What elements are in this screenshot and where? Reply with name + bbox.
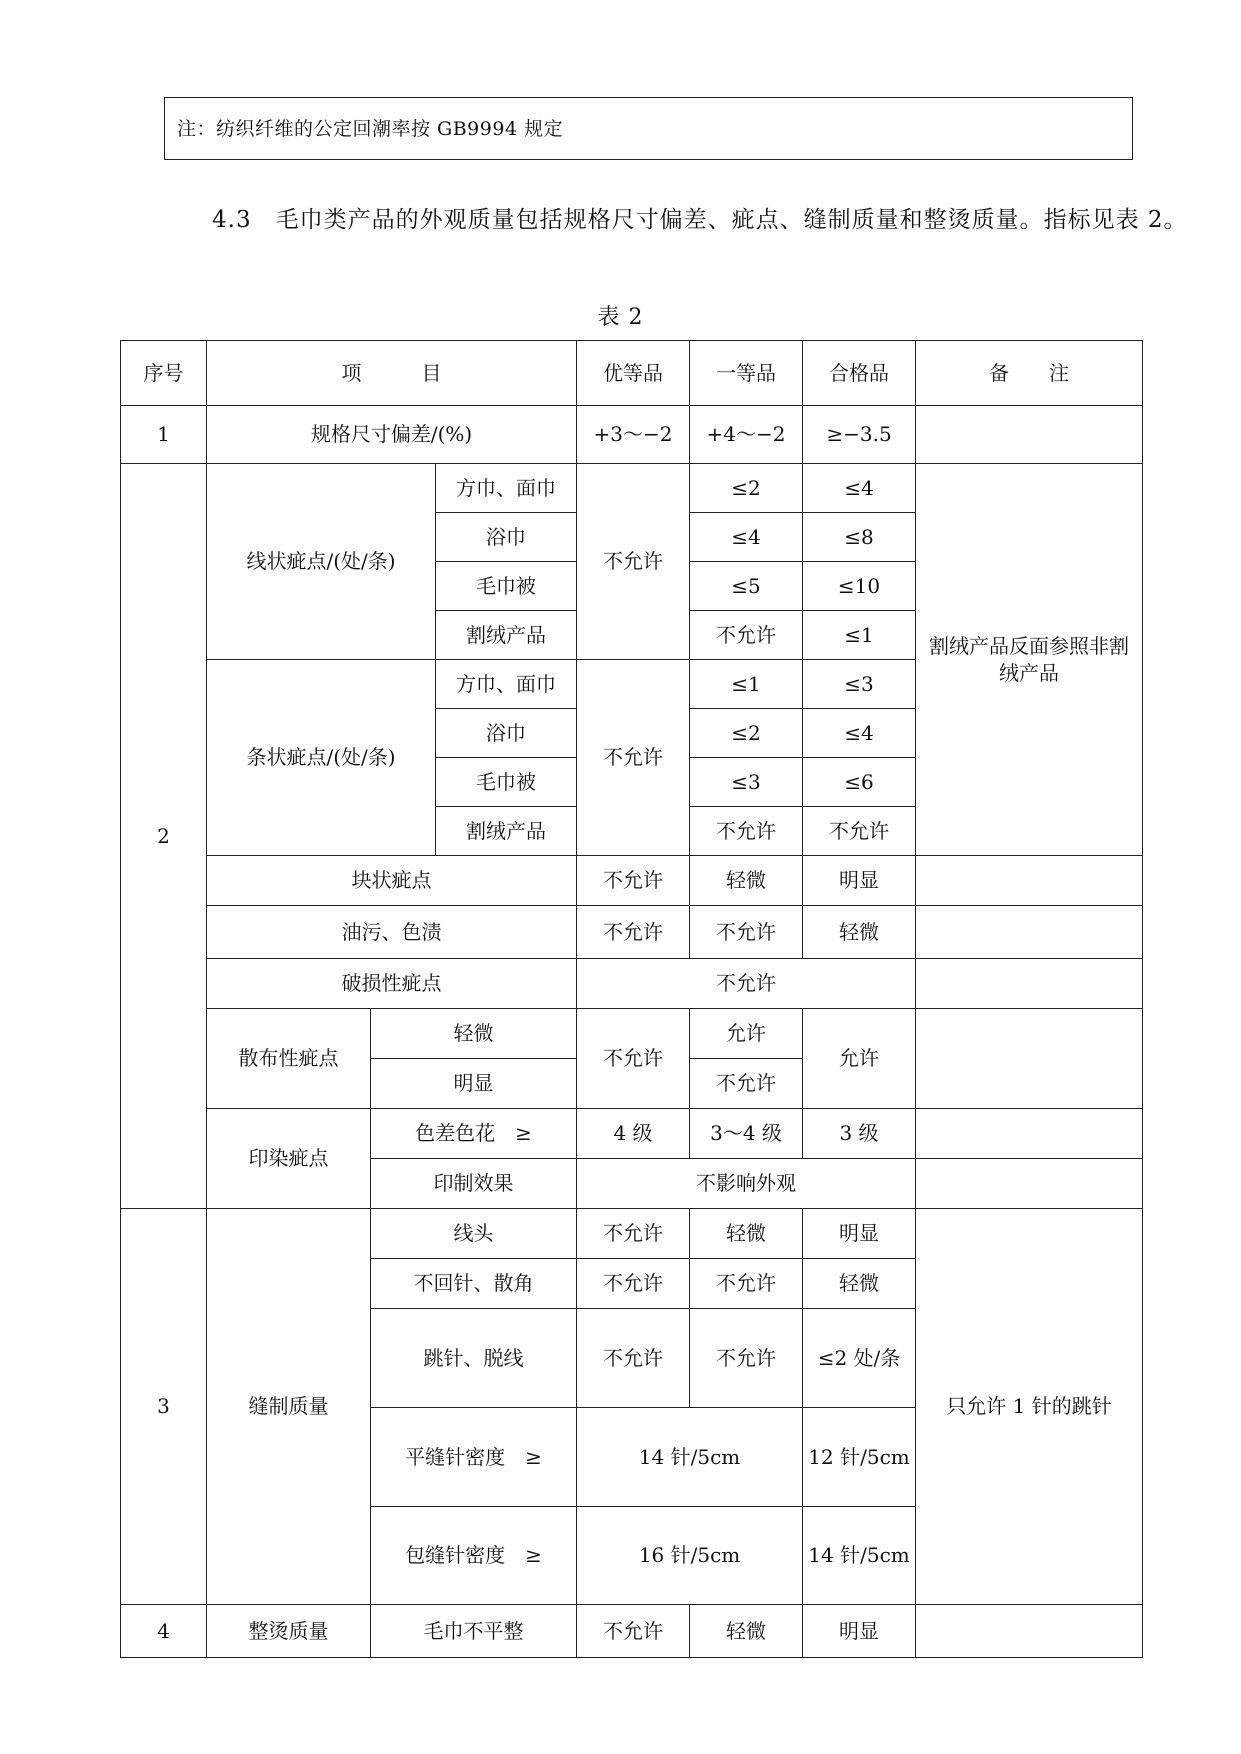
ironing-quality-g2: 轻微 <box>690 1605 803 1658</box>
oil-stain-g3: 轻微 <box>803 906 916 959</box>
strip-defect-g2: ≤2 <box>690 709 803 758</box>
dye-defect-label: 印染疵点 <box>207 1109 371 1209</box>
scatter-defect-g3: 允许 <box>803 1009 916 1109</box>
header-grade1: 优等品 <box>577 341 690 406</box>
block-defect-g1: 不允许 <box>577 856 690 906</box>
line-defect-g2: ≤4 <box>690 513 803 562</box>
print-effect-remark <box>916 1159 1143 1209</box>
sewing-quality-label: 缝制质量 <box>207 1209 371 1605</box>
print-effect-sub: 印制效果 <box>371 1159 577 1209</box>
paragraph-4-3: 4.3 毛巾类产品的外观质量包括规格尺寸偏差、疵点、缝制质量和整烫质量。指标见表 2。 <box>212 207 1188 233</box>
color-difference-g3: 3 级 <box>803 1109 916 1159</box>
skip-stitch-g3: ≤2 处/条 <box>803 1309 916 1408</box>
scatter-defect-sub: 明显 <box>371 1059 577 1109</box>
scatter-defect-label: 散布性疵点 <box>207 1009 371 1109</box>
strip-defect-g2: ≤3 <box>690 758 803 807</box>
loose-thread-g3: 明显 <box>803 1209 916 1259</box>
strip-defect-g1: 不允许 <box>577 660 690 856</box>
loose-thread-g2: 轻微 <box>690 1209 803 1259</box>
loose-thread-g1: 不允许 <box>577 1209 690 1259</box>
damage-defect-label: 破损性疵点 <box>207 959 577 1009</box>
color-difference-g1: 4 级 <box>577 1109 690 1159</box>
table-row <box>121 406 1143 464</box>
header-remark: 备 注 <box>916 341 1143 406</box>
line-defect-g3: ≤10 <box>803 562 916 611</box>
line-defect-g2: 不允许 <box>690 611 803 660</box>
line-defect-sub: 浴巾 <box>436 513 577 562</box>
table-row <box>121 1605 1143 1658</box>
backstitch-g2: 不允许 <box>690 1259 803 1309</box>
table-row <box>121 1009 1143 1059</box>
row1-g3: ≥−3.5 <box>803 406 916 464</box>
header-row <box>121 341 1143 406</box>
scatter-defect-sub: 轻微 <box>371 1009 577 1059</box>
overlock-stitch-density-g3: 14 针/5cm <box>803 1507 916 1605</box>
block-defect-remark <box>916 856 1143 906</box>
strip-defect-g3: ≤3 <box>803 660 916 709</box>
note-box <box>164 97 1133 160</box>
color-difference-remark <box>916 1109 1143 1159</box>
backstitch-sub: 不回针、散角 <box>371 1259 577 1309</box>
scatter-defect-g1: 不允许 <box>577 1009 690 1109</box>
row2-no: 2 <box>121 464 207 1209</box>
strip-defect-g3: ≤4 <box>803 709 916 758</box>
line-defect-sub: 毛巾被 <box>436 562 577 611</box>
color-difference-sub: 色差色花 ≥ <box>371 1109 577 1159</box>
ironing-quality-remark <box>916 1605 1143 1658</box>
line-defect-label: 线状疵点/(处/条) <box>207 464 436 660</box>
table-title: 表 2 <box>597 305 644 330</box>
table-row <box>121 906 1143 959</box>
damage-defect-value: 不允许 <box>577 959 916 1009</box>
row1-g2: +4～−2 <box>690 406 803 464</box>
line-defect-g2: ≤2 <box>690 464 803 513</box>
row1-remark <box>916 406 1143 464</box>
scatter-defect-g2: 不允许 <box>690 1059 803 1109</box>
oil-stain-remark <box>916 906 1143 959</box>
table-row <box>121 856 1143 906</box>
line-defect-g3: ≤4 <box>803 464 916 513</box>
ironing-quality-g1: 不允许 <box>577 1605 690 1658</box>
strip-defect-sub: 方巾、面巾 <box>436 660 577 709</box>
header-grade3: 合格品 <box>803 341 916 406</box>
line-defect-g2: ≤5 <box>690 562 803 611</box>
header-item: 项 目 <box>207 341 577 406</box>
row1-g1: +3～−2 <box>577 406 690 464</box>
line-defect-g3: ≤8 <box>803 513 916 562</box>
sewing-remark: 只允许 1 针的跳针 <box>916 1209 1143 1605</box>
backstitch-g1: 不允许 <box>577 1259 690 1309</box>
ironing-quality-sub: 毛巾不平整 <box>371 1605 577 1658</box>
oil-stain-g1: 不允许 <box>577 906 690 959</box>
skip-stitch-g1: 不允许 <box>577 1309 690 1408</box>
row1-item: 规格尺寸偏差/(%) <box>207 406 577 464</box>
overlock-stitch-density-g12: 16 针/5cm <box>577 1507 803 1605</box>
flat-stitch-density-sub: 平缝针密度 ≥ <box>371 1408 577 1507</box>
overlock-stitch-density-sub: 包缝针密度 ≥ <box>371 1507 577 1605</box>
row1-no: 1 <box>121 406 207 464</box>
damage-defect-remark <box>916 959 1143 1009</box>
header-no: 序号 <box>121 341 207 406</box>
print-effect-value: 不影响外观 <box>577 1159 916 1209</box>
color-difference-g2: 3～4 级 <box>690 1109 803 1159</box>
skip-stitch-sub: 跳针、脱线 <box>371 1309 577 1408</box>
block-defect-label: 块状疵点 <box>207 856 577 906</box>
table-row <box>121 959 1143 1009</box>
strip-defect-sub: 毛巾被 <box>436 758 577 807</box>
line-defect-g1: 不允许 <box>577 464 690 660</box>
row4-no: 4 <box>121 1605 207 1658</box>
row3-no: 3 <box>121 1209 207 1605</box>
strip-defect-g2: ≤1 <box>690 660 803 709</box>
block-defect-g3: 明显 <box>803 856 916 906</box>
line-defect-sub: 方巾、面巾 <box>436 464 577 513</box>
strip-defect-g3: 不允许 <box>803 807 916 856</box>
flat-stitch-density-g3: 12 针/5cm <box>803 1408 916 1507</box>
scatter-defect-g2: 允许 <box>690 1009 803 1059</box>
oil-stain-g2: 不允许 <box>690 906 803 959</box>
strip-defect-sub: 割绒产品 <box>436 807 577 856</box>
ironing-quality-label: 整烫质量 <box>207 1605 371 1658</box>
block-defect-g2: 轻微 <box>690 856 803 906</box>
backstitch-g3: 轻微 <box>803 1259 916 1309</box>
strip-defect-label: 条状疵点/(处/条) <box>207 660 436 856</box>
strip-defect-g2: 不允许 <box>690 807 803 856</box>
note-text: 注：纺织纤维的公定回潮率按 GB9994 规定 <box>177 118 564 140</box>
skip-stitch-g2: 不允许 <box>690 1309 803 1408</box>
header-grade2: 一等品 <box>690 341 803 406</box>
table-row <box>121 1109 1143 1159</box>
strip-defect-g3: ≤6 <box>803 758 916 807</box>
loose-thread-sub: 线头 <box>371 1209 577 1259</box>
table-row <box>121 1209 1143 1259</box>
cut-pile-remark: 割绒产品反面参照非割绒产品 <box>916 464 1143 856</box>
flat-stitch-density-g12: 14 针/5cm <box>577 1408 803 1507</box>
scatter-defect-remark <box>916 1009 1143 1109</box>
ironing-quality-g3: 明显 <box>803 1605 916 1658</box>
table-row <box>121 464 1143 513</box>
line-defect-g3: ≤1 <box>803 611 916 660</box>
line-defect-sub: 割绒产品 <box>436 611 577 660</box>
appearance-quality-table <box>120 340 1143 1658</box>
oil-stain-label: 油污、色渍 <box>207 906 577 959</box>
strip-defect-sub: 浴巾 <box>436 709 577 758</box>
